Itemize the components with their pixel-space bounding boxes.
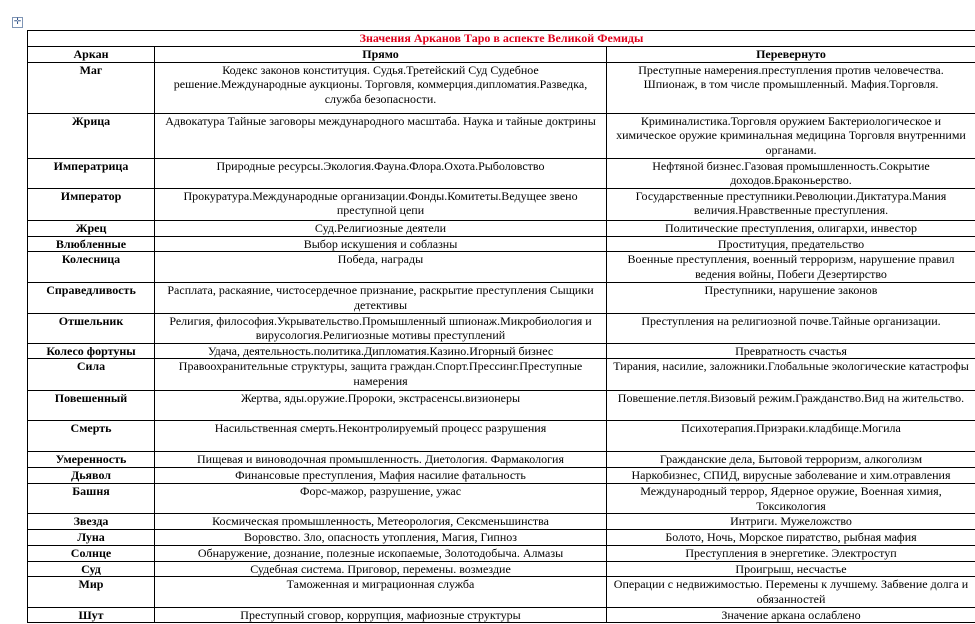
- table-row: [28, 561, 975, 577]
- reversed-cell: Криминалистика.Торговля оружием Бактериологическое и химическое оружие криминальная медицина Торговля внутренними органами.: [607, 113, 975, 158]
- table-header-row: [28, 47, 975, 63]
- upright-cell: Жертва, яды.оружие.Пророки, экстрасенсы.визионеры: [155, 391, 607, 421]
- upright-cell: Прокуратура.Международные организации.Фонды.Комитеты.Ведущее звено преступной цепи: [155, 188, 607, 220]
- table-title-row: [28, 31, 975, 47]
- table-row: [28, 514, 975, 530]
- upright-cell: Судебная система. Приговор, перемены. возмездие: [155, 561, 607, 577]
- arcana-cell: Влюбленные: [28, 236, 155, 252]
- reversed-cell: Международный террор, Ядерное оружие, Военная химия, Токсикология: [607, 483, 975, 513]
- reversed-cell: Преступники, нарушение законов: [607, 283, 975, 313]
- reversed-cell: Преступные намерения.преступления против человечества. Шпионаж, в том числе промышленный. Мафия.Торговля.: [607, 62, 975, 113]
- upright-cell: Пищевая и виноводочная промышленность. Диетология. Фармакология: [155, 452, 607, 468]
- arcana-cell: Отшельник: [28, 313, 155, 343]
- upright-cell: Правоохранительные структуры, защита граждан.Спорт.Прессинг.Преступные намерения: [155, 359, 607, 391]
- table-move-handle-icon[interactable]: ✛: [13, 17, 22, 27]
- arcana-cell: Жрец: [28, 220, 155, 236]
- upright-cell: Религия, философия.Укрывательство.Промышленный шпионаж.Микробиология и вирусология.Религиозные мотивы преступлений: [155, 313, 607, 343]
- upright-cell: Форс-мажор, разрушение, ужас: [155, 483, 607, 513]
- upright-cell: Выбор искушения и соблазны: [155, 236, 607, 252]
- upright-cell: Космическая промышленность, Метеорология, Сексменьшинства: [155, 514, 607, 530]
- arcana-cell: Суд: [28, 561, 155, 577]
- table-row: [28, 113, 975, 158]
- table-row: [28, 530, 975, 546]
- arcana-cell: Жрица: [28, 113, 155, 158]
- upright-cell: Обнаружение, дознание, полезные ископаемые, Золотодобыча. Алмазы: [155, 545, 607, 561]
- table-row: [28, 313, 975, 343]
- arcana-cell: Императрица: [28, 158, 155, 188]
- arcana-cell: Смерть: [28, 421, 155, 452]
- reversed-cell: Проституция, предательство: [607, 236, 975, 252]
- reversed-cell: Интриги. Мужеложство: [607, 514, 975, 530]
- upright-cell: Насильственная смерть.Неконтролируемый процесс разрушения: [155, 421, 607, 452]
- upright-cell: Расплата, раскаяние, чистосердечное признание, раскрытие преступления Сыщики детективы: [155, 283, 607, 313]
- table-row: [28, 220, 975, 236]
- header-reversed: Перевернуто: [607, 47, 975, 63]
- arcana-cell: Умеренность: [28, 452, 155, 468]
- arcana-cell: Башня: [28, 483, 155, 513]
- header-arcana: Аркан: [28, 47, 155, 63]
- reversed-cell: Значение аркана ослаблено: [607, 607, 975, 623]
- arcana-cell: Сила: [28, 359, 155, 391]
- reversed-cell: Психотерапия.Призраки.кладбище.Могила: [607, 421, 975, 452]
- upright-cell: Воровство. Зло, опасность утопления, Магия, Гипноз: [155, 530, 607, 546]
- upright-cell: Суд.Религиозные деятели: [155, 220, 607, 236]
- arcana-cell: Колесница: [28, 252, 155, 283]
- upright-cell: Природные ресурсы.Экология.Фауна.Флора.Охота.Рыболовство: [155, 158, 607, 188]
- arcana-cell: Колесо фортуны: [28, 343, 155, 359]
- reversed-cell: Политические преступления, олигархи, инвестор: [607, 220, 975, 236]
- arcana-cell: Повешенный: [28, 391, 155, 421]
- table-row: [28, 62, 975, 113]
- table-row: [28, 577, 975, 607]
- header-upright: Прямо: [155, 47, 607, 63]
- upright-cell: Победа, награды: [155, 252, 607, 283]
- arcana-cell: Дьявол: [28, 468, 155, 484]
- table-row: [28, 468, 975, 484]
- arcana-cell: Справедливость: [28, 283, 155, 313]
- table-row: [28, 607, 975, 623]
- arcana-cell: Император: [28, 188, 155, 220]
- reversed-cell: Болото, Ночь, Морское пиратство, рыбная мафия: [607, 530, 975, 546]
- reversed-cell: Гражданские дела, Бытовой терроризм, алкоголизм: [607, 452, 975, 468]
- reversed-cell: Операции с недвижимостью. Перемены к лучшему. Забвение долга и обязанностей: [607, 577, 975, 607]
- reversed-cell: Превратность счастья: [607, 343, 975, 359]
- upright-cell: Удача, деятельность.политика.Дипломатия.Казино.Игорный бизнес: [155, 343, 607, 359]
- arcana-cell: Мир: [28, 577, 155, 607]
- upright-cell: Финансовые преступления, Мафия насилие фатальность: [155, 468, 607, 484]
- reversed-cell: Повешение.петля.Визовый режим.Гражданство.Вид на жительство.: [607, 391, 975, 421]
- table-row: [28, 188, 975, 220]
- table-row: [28, 391, 975, 421]
- table-row: [28, 421, 975, 452]
- reversed-cell: Преступления на религиозной почве.Тайные организации.: [607, 313, 975, 343]
- table-row: [28, 483, 975, 513]
- table-row: [28, 283, 975, 313]
- tarot-meanings-table: [27, 30, 975, 623]
- upright-cell: Таможенная и миграционная служба: [155, 577, 607, 607]
- table-row: [28, 452, 975, 468]
- upright-cell: Адвокатура Тайные заговоры международного масштаба. Наука и тайные доктрины: [155, 113, 607, 158]
- reversed-cell: Государственные преступники.Революции.Диктатура.Мания величия.Нравственные преступления.: [607, 188, 975, 220]
- upright-cell: Преступный сговор, коррупция, мафиозные структуры: [155, 607, 607, 623]
- table-row: [28, 359, 975, 391]
- table-row: [28, 545, 975, 561]
- reversed-cell: Проигрыш, несчастье: [607, 561, 975, 577]
- reversed-cell: Наркобизнес, СПИД, вирусные заболевание и хим.отравления: [607, 468, 975, 484]
- reversed-cell: Нефтяной бизнес.Газовая промышленность.Сокрытие доходов.Браконьерство.: [607, 158, 975, 188]
- arcana-cell: Звезда: [28, 514, 155, 530]
- reversed-cell: Военные преступления, военный терроризм, нарушение правил ведения войны, Побеги Дезертирство: [607, 252, 975, 283]
- table-row: [28, 252, 975, 283]
- table-title: Значения Арканов Таро в аспекте Великой Фемиды: [28, 31, 975, 47]
- arcana-cell: Маг: [28, 62, 155, 113]
- arcana-cell: Луна: [28, 530, 155, 546]
- table-row: [28, 236, 975, 252]
- table-row: [28, 158, 975, 188]
- reversed-cell: Преступления в энергетике. Электроступ: [607, 545, 975, 561]
- arcana-cell: Шут: [28, 607, 155, 623]
- table-row: [28, 343, 975, 359]
- upright-cell: Кодекс законов конституция. Судья.Третейский Суд Судебное решение.Международные аукционы. Торговля, коммерция.дипломатия.Разведка, служба безопасности.: [155, 62, 607, 113]
- reversed-cell: Тирания, насилие, заложники.Глобальные экологические катастрофы: [607, 359, 975, 391]
- arcana-cell: Солнце: [28, 545, 155, 561]
